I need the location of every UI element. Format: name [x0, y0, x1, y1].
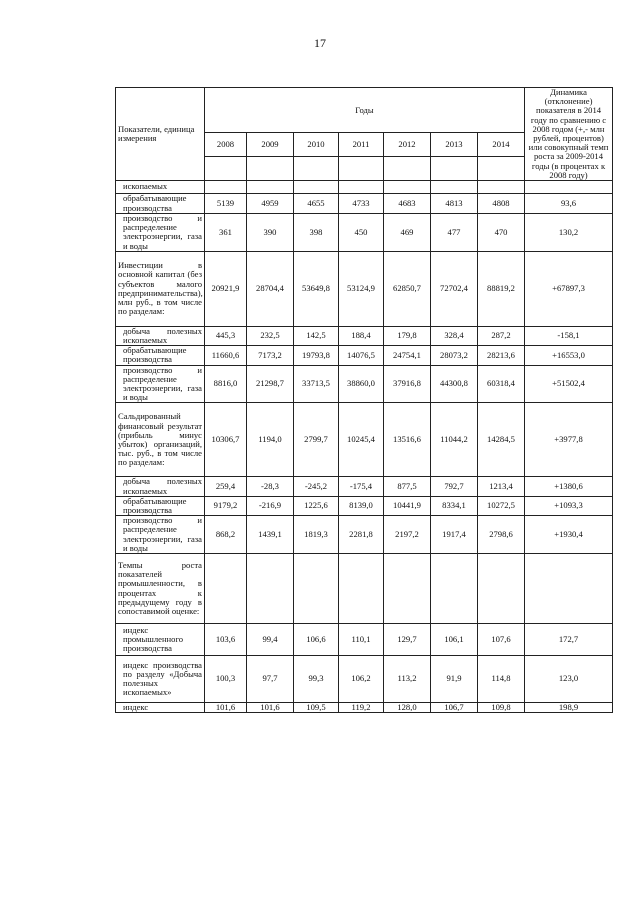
year-value-cell: 128,0 — [384, 703, 431, 713]
year-value-cell: 1439,1 — [247, 516, 294, 554]
year-value-cell — [339, 554, 384, 624]
table-row — [116, 326, 613, 345]
year-value-cell: 129,7 — [384, 624, 431, 656]
year-value-cell: -245,2 — [294, 477, 339, 496]
row-label: Сальдированный финансовый результат (прибыль минус убыток) организаций, тыс. руб., в том числе по разделам: — [116, 403, 205, 477]
year-value-cell: 62850,7 — [384, 251, 431, 326]
dynamics-cell: 93,6 — [525, 194, 613, 214]
year-header: 2012 — [384, 133, 431, 157]
year-value-cell: 7173,2 — [247, 346, 294, 365]
year-value-cell: 10306,7 — [205, 403, 247, 477]
year-value-cell: 2281,8 — [339, 516, 384, 554]
dynamics-cell — [525, 181, 613, 194]
year-value-cell: 60318,4 — [478, 365, 525, 403]
year-header: 2010 — [294, 133, 339, 157]
year-value-cell: 877,5 — [384, 477, 431, 496]
year-value-cell: 4655 — [294, 194, 339, 214]
year-value-cell: 287,2 — [478, 326, 525, 345]
year-value-cell: 477 — [431, 214, 478, 252]
year-value-cell: 469 — [384, 214, 431, 252]
table-row — [116, 403, 613, 477]
dynamics-header: Динамика (отклонение) показателя в 2014 году по сравнению с 2008 годом (+,- млн рублей, процентов) или совокупный темп роста за 2009-2014 годы (в процентах к 2008 году) — [525, 88, 613, 181]
table-row — [116, 194, 613, 214]
table-row — [116, 516, 613, 554]
year-value-cell: 8816,0 — [205, 365, 247, 403]
year-value-cell: 53124,9 — [339, 251, 384, 326]
year-value-cell: 445,3 — [205, 326, 247, 345]
year-header: 2011 — [339, 133, 384, 157]
year-value-cell: 110,1 — [339, 624, 384, 656]
dynamics-cell: +1930,4 — [525, 516, 613, 554]
year-value-cell — [431, 554, 478, 624]
year-value-cell: 1917,4 — [431, 516, 478, 554]
year-value-cell: 390 — [247, 214, 294, 252]
dynamics-cell: +1380,6 — [525, 477, 613, 496]
year-value-cell: -28,3 — [247, 477, 294, 496]
year-value-cell: 28073,2 — [431, 346, 478, 365]
year-value-cell: 24754,1 — [384, 346, 431, 365]
year-value-cell — [294, 554, 339, 624]
year-value-cell: 232,5 — [247, 326, 294, 345]
year-value-cell: 53649,8 — [294, 251, 339, 326]
year-value-cell: 450 — [339, 214, 384, 252]
row-label: индекс — [116, 703, 205, 713]
dynamics-cell: 123,0 — [525, 656, 613, 703]
year-value-cell: 2799,7 — [294, 403, 339, 477]
year-value-cell — [478, 181, 525, 194]
year-value-cell: 4733 — [339, 194, 384, 214]
row-label: ископаемых — [116, 181, 205, 194]
year-value-cell: 398 — [294, 214, 339, 252]
year-value-cell: 113,2 — [384, 656, 431, 703]
year-value-cell: 107,6 — [478, 624, 525, 656]
year-header: 2009 — [247, 133, 294, 157]
year-value-cell: 4808 — [478, 194, 525, 214]
dynamics-cell: +51502,4 — [525, 365, 613, 403]
dynamics-cell — [525, 554, 613, 624]
year-value-cell: 1213,4 — [478, 477, 525, 496]
year-value-cell: 106,1 — [431, 624, 478, 656]
year-value-cell: 1194,0 — [247, 403, 294, 477]
table-row — [116, 346, 613, 365]
year-value-cell: 11660,6 — [205, 346, 247, 365]
year-value-cell: -216,9 — [247, 496, 294, 515]
year-value-cell: 470 — [478, 214, 525, 252]
row-label: производство и распределение электроэнергии, газа и воды — [116, 365, 205, 403]
row-label: индекс производства по разделу «Добыча полезных ископаемых» — [116, 656, 205, 703]
year-value-cell: 1819,3 — [294, 516, 339, 554]
year-value-cell: 11044,2 — [431, 403, 478, 477]
year-value-cell: 91,9 — [431, 656, 478, 703]
year-value-cell — [339, 181, 384, 194]
year-value-cell: 14076,5 — [339, 346, 384, 365]
year-value-cell: 179,8 — [384, 326, 431, 345]
year-value-cell: 1225,6 — [294, 496, 339, 515]
year-header: 2008 — [205, 133, 247, 157]
year-value-cell — [478, 554, 525, 624]
statistics-table — [115, 87, 613, 713]
year-value-cell: 72702,4 — [431, 251, 478, 326]
row-label: обрабатывающие производства — [116, 496, 205, 515]
year-value-cell: 114,8 — [478, 656, 525, 703]
year-value-cell: 13516,6 — [384, 403, 431, 477]
year-value-cell: 142,5 — [294, 326, 339, 345]
year-value-cell: 8334,1 — [431, 496, 478, 515]
years-header: Годы — [205, 88, 525, 133]
row-label: Темпы роста показателей промышленности, в процентах к предыдущему году в сопоставимой оценке: — [116, 554, 205, 624]
year-value-cell: 106,2 — [339, 656, 384, 703]
table-row — [116, 624, 613, 656]
year-value-cell: 2197,2 — [384, 516, 431, 554]
year-value-cell: 38860,0 — [339, 365, 384, 403]
year-value-cell: 4813 — [431, 194, 478, 214]
dynamics-cell: 198,9 — [525, 703, 613, 713]
table-row — [116, 365, 613, 403]
year-value-cell — [205, 181, 247, 194]
dynamics-cell: +67897,3 — [525, 251, 613, 326]
year-value-cell: 109,5 — [294, 703, 339, 713]
table-row — [116, 496, 613, 515]
year-value-cell: 99,4 — [247, 624, 294, 656]
year-value-cell: 2798,6 — [478, 516, 525, 554]
table-row — [116, 656, 613, 703]
year-value-cell: 328,4 — [431, 326, 478, 345]
year-value-cell: 99,3 — [294, 656, 339, 703]
year-value-cell: 361 — [205, 214, 247, 252]
year-value-cell — [384, 554, 431, 624]
year-value-cell: 4683 — [384, 194, 431, 214]
dynamics-cell: 130,2 — [525, 214, 613, 252]
year-value-cell: 28704,4 — [247, 251, 294, 326]
table-row — [116, 181, 613, 194]
table-body — [116, 181, 613, 713]
year-value-cell: 259,4 — [205, 477, 247, 496]
row-label: обрабатывающие производства — [116, 194, 205, 214]
year-value-cell: 100,3 — [205, 656, 247, 703]
year-value-cell: 106,6 — [294, 624, 339, 656]
table-row — [116, 554, 613, 624]
table-row — [116, 477, 613, 496]
year-value-cell — [247, 181, 294, 194]
year-value-cell: 103,6 — [205, 624, 247, 656]
row-label: добыча полезных ископаемых — [116, 477, 205, 496]
year-value-cell: 101,6 — [205, 703, 247, 713]
dynamics-cell: +1093,3 — [525, 496, 613, 515]
year-value-cell: 28213,6 — [478, 346, 525, 365]
year-header: 2014 — [478, 133, 525, 157]
year-value-cell: 8139,0 — [339, 496, 384, 515]
year-value-cell: 44300,8 — [431, 365, 478, 403]
page-number: 17 — [314, 36, 326, 50]
dynamics-cell: +3977,8 — [525, 403, 613, 477]
year-value-cell: 21298,7 — [247, 365, 294, 403]
year-value-cell: 109,8 — [478, 703, 525, 713]
year-value-cell: 9179,2 — [205, 496, 247, 515]
year-value-cell: 10441,9 — [384, 496, 431, 515]
year-value-cell: 10272,5 — [478, 496, 525, 515]
year-value-cell: 792,7 — [431, 477, 478, 496]
indicator-header: Показатели, единица измерения — [116, 88, 205, 181]
year-value-cell: 97,7 — [247, 656, 294, 703]
year-value-cell — [247, 554, 294, 624]
year-value-cell: 19793,8 — [294, 346, 339, 365]
year-value-cell: 37916,8 — [384, 365, 431, 403]
year-value-cell: 188,4 — [339, 326, 384, 345]
year-value-cell: 4959 — [247, 194, 294, 214]
year-header: 2013 — [431, 133, 478, 157]
table-row — [116, 703, 613, 713]
year-value-cell: -175,4 — [339, 477, 384, 496]
year-value-cell — [431, 181, 478, 194]
year-value-cell: 119,2 — [339, 703, 384, 713]
year-value-cell: 10245,4 — [339, 403, 384, 477]
dynamics-cell: 172,7 — [525, 624, 613, 656]
dynamics-cell: +16553,0 — [525, 346, 613, 365]
year-value-cell: 868,2 — [205, 516, 247, 554]
year-value-cell — [384, 181, 431, 194]
year-value-cell: 33713,5 — [294, 365, 339, 403]
row-label: производство и распределение электроэнергии, газа и воды — [116, 214, 205, 252]
row-label: добыча полезных ископаемых — [116, 326, 205, 345]
year-value-cell: 14284,5 — [478, 403, 525, 477]
table-row — [116, 251, 613, 326]
year-value-cell: 88819,2 — [478, 251, 525, 326]
year-value-cell: 5139 — [205, 194, 247, 214]
table-row — [116, 214, 613, 252]
year-value-cell: 106,7 — [431, 703, 478, 713]
year-value-cell: 20921,9 — [205, 251, 247, 326]
year-value-cell — [294, 181, 339, 194]
row-label: производство и распределение электроэнергии, газа и воды — [116, 516, 205, 554]
year-value-cell — [205, 554, 247, 624]
row-label: индекс промышленного производства — [116, 624, 205, 656]
dynamics-cell: -158,1 — [525, 326, 613, 345]
row-label: Инвестиции в основной капитал (без субъектов малого предпринимательства), млн руб., в том числе по разделам: — [116, 251, 205, 326]
row-label: обрабатывающие производства — [116, 346, 205, 365]
year-value-cell: 101,6 — [247, 703, 294, 713]
